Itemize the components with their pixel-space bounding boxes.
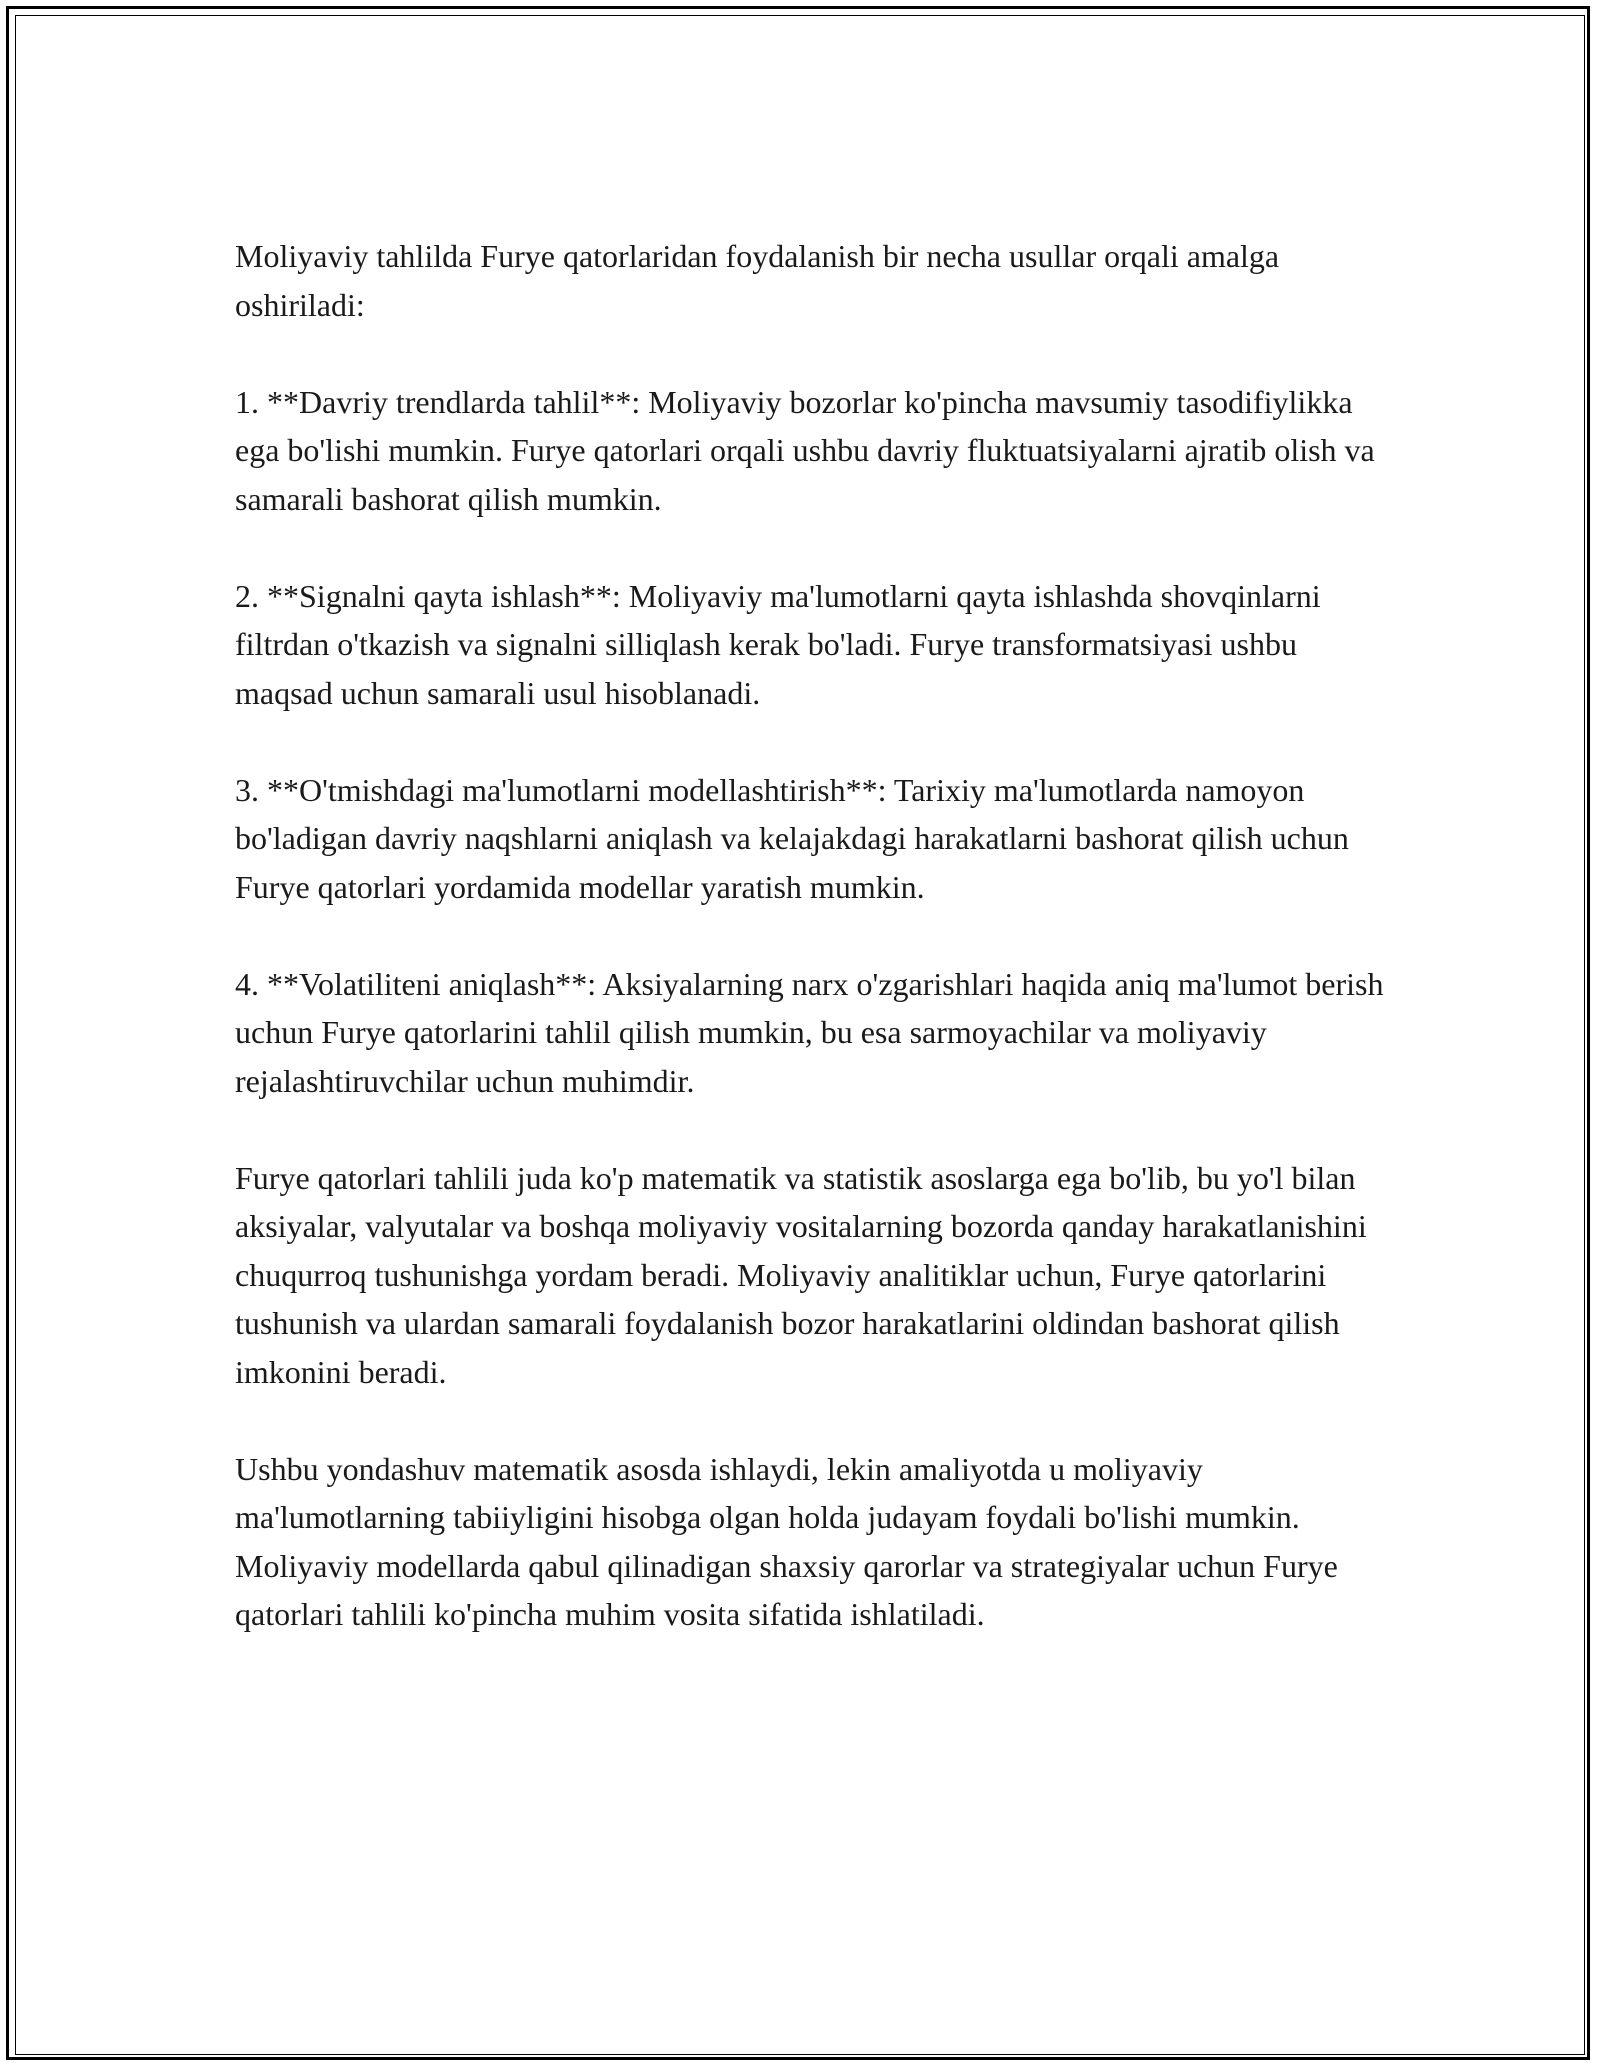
paragraph-item-2: 2. **Signalni qayta ishlash**: Moliyaviy ma'lumotlarni qayta ishlashda shovqinlarni filtrdan o'tkazish va signalni silliqlash kerak bo'ladi. Furye transformatsiyasi ushbu maqsad uchun samarali usul hisoblanadi. [235,577,1321,711]
paragraph-item-1: 1. **Davriy trendlarda tahlil**: Moliyaviy bozorlar ko'pincha mavsumiy tasodifiylikka ega bo'lishi mumkin. Furye qatorlari orqali ushbu davriy fluktuatsiyalarni ajratib olish va samarali bashorat qilish mumkin. [235,383,1375,517]
paragraph-intro: Moliyaviy tahlilda Furye qatorlaridan foydalanish bir necha usullar orqali amalga oshiriladi: [235,238,1280,323]
paragraph-item-3: 3. **O'tmishdagi ma'lumotlarni modellashtirish**: Tarixiy ma'lumotlarda namoyon bo'ladigan davriy naqshlarni aniqlash va kelajakdagi harakatlarni bashorat qilish uchun Furye qatorlari yordamida modellar yaratish mumkin. [235,771,1349,905]
paragraph-conclusion: Ushbu yondashuv matematik asosda ishlaydi, lekin amaliyotda u moliyaviy ma'lumotlarning tabiiyligini hisobga olgan holda judayam foydali bo'lishi mumkin. Moliyaviy modellarda qabul qilinadigan shaxsiy qarorlar va strategiyalar uchun Furye qatorlari tahlili ko'pincha muhim vosita sifatida ishlatiladi. [235,1450,1338,1632]
paragraph-item-4: 4. **Volatiliteni aniqlash**: Aksiyalarning narx o'zgarishlari haqida aniq ma'lumot berish uchun Furye qatorlarini tahlil qilish mumkin, bu esa sarmoyachilar va moliyaviy rejalashtiruvchilar uchun muhimdir. [235,965,1384,1099]
paragraph-summary: Furye qatorlari tahlili juda ko'p matematik va statistik asoslarga ega bo'lib, bu yo'l bilan aksiyalar, valyutalar va boshqa moliyaviy vositalarning bozorda qanday harakatlanishini chuqurroq tushunishga yordam beradi. Moliyaviy analitiklar uchun, Furye qatorlarini tushunish va ulardan samarali foydalanish bozor harakatlarini oldindan bashorat qilish imkonini beradi. [235,1159,1367,1390]
document-body [235,232,1385,1687]
